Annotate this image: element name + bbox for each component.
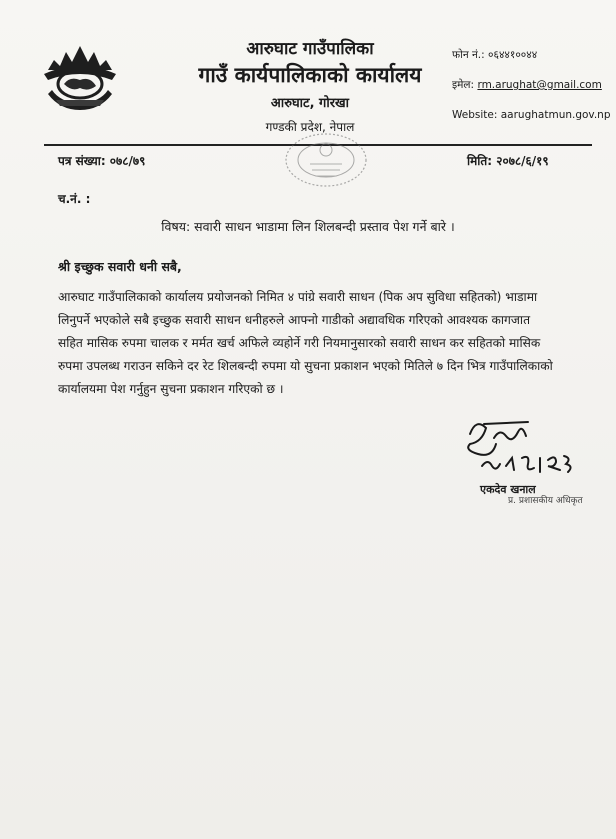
signatory-title: प्र. प्रशासकीय अधिकृत (508, 496, 583, 506)
website-label: Website: (452, 109, 498, 121)
phone-label: फोन नं.: (452, 49, 485, 61)
phone-value: ०६४४१००४४ (488, 49, 538, 61)
letterhead (150, 38, 470, 138)
nepal-emblem-icon (40, 40, 120, 112)
email-link[interactable]: rm.arughat@gmail.com (477, 79, 602, 91)
website-row (452, 108, 612, 122)
body-line: रुपमा उपलब्ध गराउन सकिने दर रेट शिलबन्दी रुपमा यो सुचना प्रकाशन भएको मितिले ७ दिन भित्र गाउँपालिकाको (58, 359, 553, 373)
email-row (452, 78, 612, 92)
letter-date: मिति: २०७८/६/१९ (467, 154, 549, 168)
letter-body (58, 286, 578, 401)
body-line: लिनुपर्ने भएकोले सबै इच्छुक सवारी साधन धनीहरुले आफ्नो गाडीको अद्यावधिक गरिएको आवश्यक कागजात (58, 313, 531, 327)
body-line: कार्यालयमा पेश गर्नुहुन सुचना प्रकाशन गरिएको छ । (58, 382, 284, 396)
handwritten-signature-icon (456, 414, 576, 480)
office-stamp-icon (280, 130, 372, 190)
website-link[interactable]: aarughatmun.gov.np (500, 109, 611, 121)
office-name: गाउँ कार्यपालिकाको कार्यालय (198, 63, 422, 87)
office-location: आरुघाट, गोरखा (270, 96, 350, 111)
dispatch-number: च.नं. : (58, 192, 91, 206)
body-line: सहित मासिक रुपमा चालक र मर्मत खर्च अफिले व्यहोर्ने गरी नियमानुसारको सवारी साधन कर सहितको मासिक (58, 336, 541, 350)
subject-line: विषय: सवारी साधन भाडामा लिन शिलबन्दी प्रस्ताव पेश गर्ने बारे । (161, 219, 455, 234)
province-country: गण्डकी प्रदेश, नेपाल (265, 120, 355, 134)
body-line: आरुघाट गाउँपालिकाको कार्यालय प्रयोजनको निमित ४ पांग्रे सवारी साधन (पिक अप सुविधा सहितको) भाडामा (58, 290, 538, 304)
reference-number: पत्र संख्या: ०७८/७९ (58, 154, 146, 168)
contact-block (452, 48, 612, 138)
salutation: श्री इच्छुक सवारी धनी सबै, (58, 259, 182, 274)
municipality-name: आरुघाट गाउँपालिका (246, 39, 374, 59)
phone-row (452, 48, 612, 62)
email-label: इमेल: (452, 79, 475, 91)
signatory-name: एकदेव खनाल (480, 483, 536, 496)
